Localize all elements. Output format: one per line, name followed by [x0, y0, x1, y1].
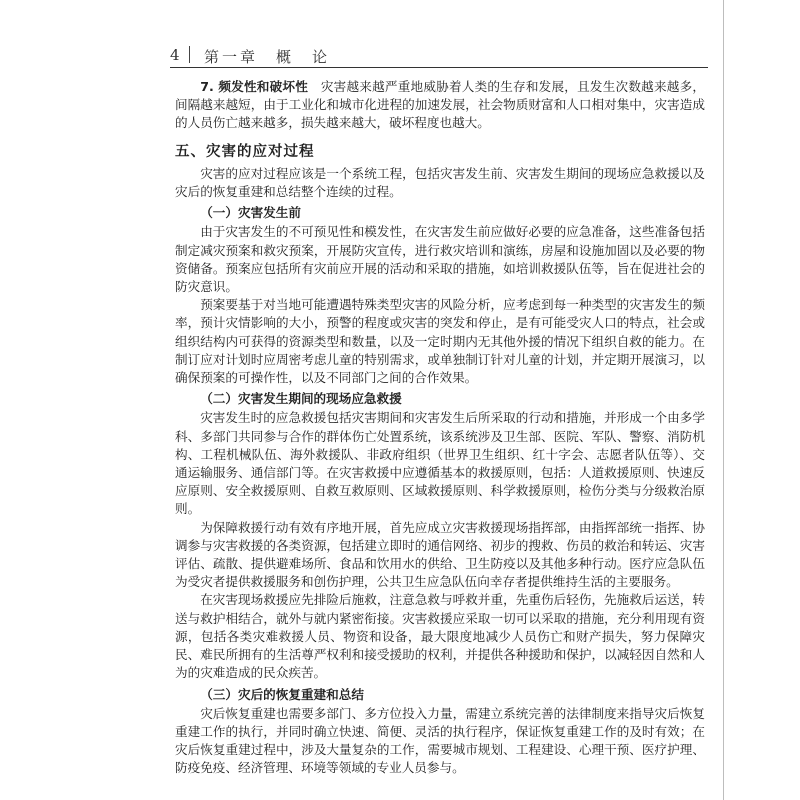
running-header: [170, 44, 725, 68]
item7-text: 灾害越来越严重地威胁着人类的生存和发展，且发生次数越来越多，间隔越来越短，由于工业化和城市化进程的加速发展，社会物质财富和人口相对集中，灾害造成的人员伤亡越来越多，损失越来越大，破坏程度也越大。: [175, 79, 705, 131]
sub3-paragraph-1: 灾后恢复重建也需要多部门、多方位投入力量，需建立系统完善的法律制度来指导灾后恢复重建工作的执行，并同时确立快速、简便、灵活的执行程序，保证恢复重建工作的及时有效；在灾后恢复重建过程中，涉及大量复杂的工作，需要城市规划、工程建设、心理干预、医疗护理、防疫免疫、经济管理、环境等领域的专业人员参与。: [175, 705, 705, 776]
page-number: 4: [170, 46, 180, 64]
subsection-title-1: （一）灾害发生前: [200, 205, 301, 221]
sub2-paragraph-2: 为保障救援行动有效有序地开展，首先应成立灾害救援现场指挥部，由指挥部统一指挥、协调参与灾害救援的各类资源，包括建立即时的通信网络、初步的搜救、伤员的救治和转运、灾害评估、疏散、提供避难场所、食品和饮用水的供给、卫生防疫以及其他多种行动。医疗应急队伍为受灾者提供救援服务和创伤护理，公共卫生应急队伍向幸存者提供维持生活的主要服务。: [175, 519, 705, 590]
header-separator: [189, 46, 190, 63]
sub2-paragraph-3: 在灾害现场救援应先排险后施救，注意急救与呼救并重，先重伤后轻伤，先施救后运送，转送与救护相结合，就外与就内紧密衔接。灾害救援应采取一切可以采取的措施，充分利用现有资源，包括各类灾难救援人员、物资和设备，最大限度地减少人员伤亡和财产损失，努力保障灾民、难民所拥有的生活尊严权利和接受援助的权利，并提供各种援助和保护，以减轻因自然和人为的灾难造成的民众疾苦。: [175, 592, 705, 681]
item7-lead: 7. 频发性和破坏性: [200, 79, 309, 94]
page-edge-rule: [723, 0, 724, 800]
sub1-paragraph-2: 预案要基于对当地可能遭遇特殊类型灾害的风险分析，应考虑到每一种类型的灾害发生的频率，预计灾情影响的大小，预警的程度或灾害的突发和停止，是有可能受灾人口的特点，社会或组织结构内可获得的资源类型和数量，以及一定时期内无其他外援的情况下组织自救的能力。在制订应对计划时应周密考虑儿童的特别需求，或单独制订针对儿童的计划，并定期开展演习，以确保预案的可操作性，以及不同部门之间的合作效果。: [175, 297, 705, 386]
item7-paragraph: [175, 78, 705, 133]
subsection-title-2: （二）灾害发生期间的现场应急救援: [200, 391, 402, 407]
chapter-title: 第一章 概 论: [204, 48, 331, 66]
section-title: 五、灾害的应对过程: [175, 143, 315, 160]
sub1-paragraph-1: 由于灾害发生的不可预见性和模发性，在灾害发生前应做好必要的应急准备，这些准备包括制定减灾预案和救灾预案，开展防灾宣传，进行救灾培训和演练，房屋和设施加固以及必要的物资储备。预案应包括所有灾前应开展的活动和采取的措施，如培训救援队伍等，旨在促进社会的防灾意识。: [175, 224, 705, 295]
section-intro: 灾害的应对过程应该是一个系统工程，包括灾害发生前、灾害发生期间的现场应急救援以及灾后的恢复重建和总结整个连续的过程。: [175, 165, 705, 200]
sub2-paragraph-1: 灾害发生时的应急救援包括灾害期间和灾害发生后所采取的行动和措施，并形成一个由多学科、多部门共同参与合作的群体伤亡处置系统，该系统涉及卫生部、医院、军队、警察、消防机构、工程机械队伍、海外救援队、非政府组织（世界卫生组织、红十字会、志愿者队伍等）、交通运输服务、通信部门等。在灾害救援中应遵循基本的救援原则，包括：人道救援原则、快速反应原则、安全救援原则、自救互救原则、区域救援原则、科学救援原则，检伤分类与分级救治原则。: [175, 410, 705, 517]
page-body: [175, 78, 705, 778]
header-rule: [170, 67, 708, 68]
subsection-title-3: （三）灾后的恢复重建和总结: [200, 686, 364, 702]
